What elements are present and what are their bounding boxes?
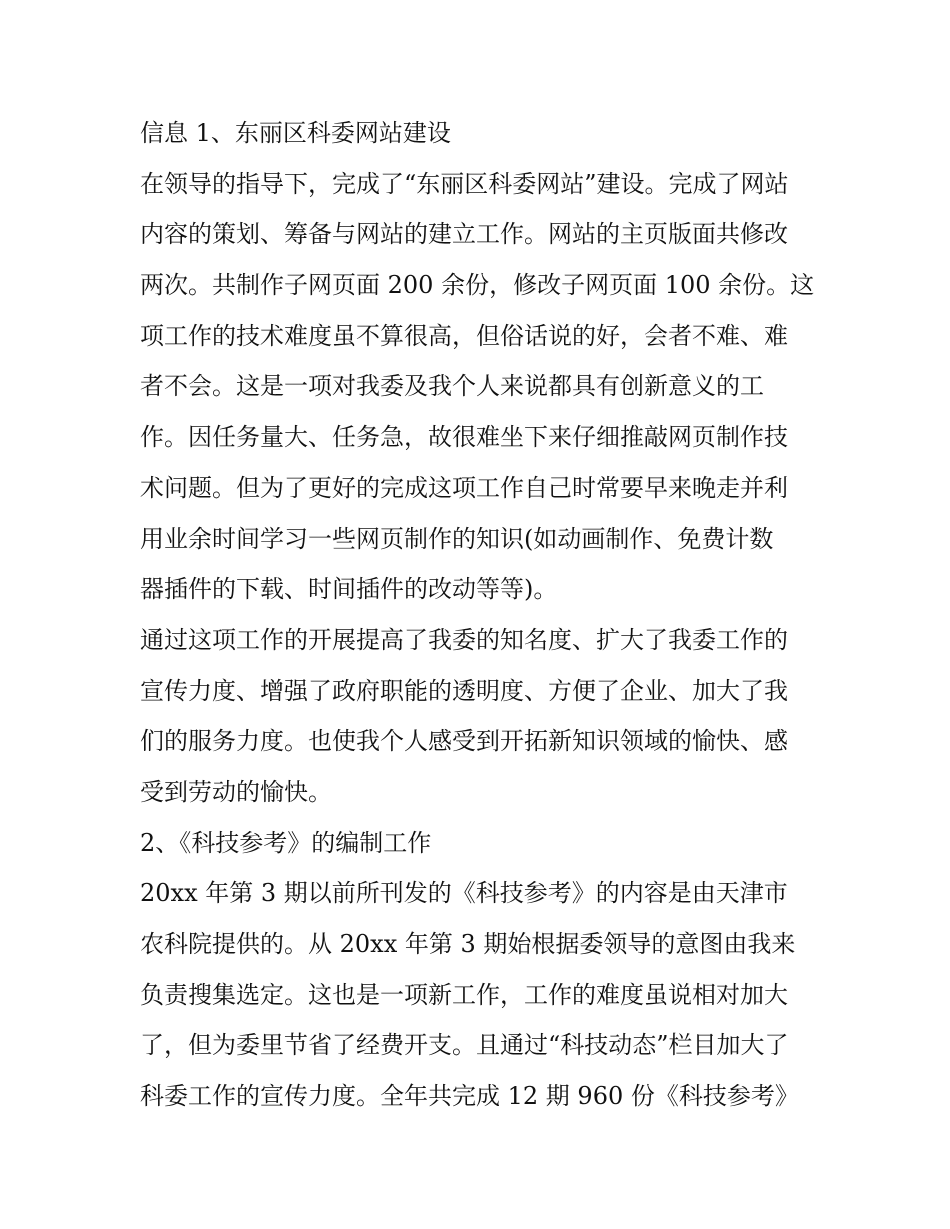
paragraph-line: 科委工作的宣传力度。全年共完成 12 期 960 份《科技参考》 (140, 1082, 799, 1111)
paragraph-line: 通过这项工作的开展提高了我委的知名度、扩大了我委工作的 (140, 625, 788, 654)
paragraph-line: 项工作的技术难度虽不算很高，但俗话说的好，会者不难、难 (140, 321, 788, 350)
paragraph-line: 术问题。但为了更好的完成这项工作自己时常要早来晚走并利 (140, 473, 788, 502)
paragraph-line: 受到劳动的愉快。 (140, 777, 332, 806)
paragraph-line: 器插件的下载、时间插件的改动等等)。 (140, 575, 558, 604)
paragraph-line: 了，但为委里节省了经费开支。且通过“科技动态”栏目加大了 (140, 1031, 789, 1060)
paragraph-line: 负责搜集选定。这也是一项新工作，工作的难度虽说相对加大 (140, 980, 788, 1009)
paragraph-line: 作。因任务量大、任务急，故很难坐下来仔细推敲网页制作技 (140, 423, 788, 452)
paragraph-line: 者不会。这是一项对我委及我个人来说都具有创新意义的工 (140, 372, 764, 401)
paragraph-line: 内容的策划、筹备与网站的建立工作。网站的主页版面共修改 (140, 220, 788, 249)
paragraph-line: 宣传力度、增强了政府职能的透明度、方便了企业、加大了我 (140, 676, 788, 705)
paragraph-line: 用业余时间学习一些网页制作的知识(如动画制作、免费计数 (140, 524, 774, 553)
paragraph-line: 农科院提供的。从 20xx 年第 3 期始根据委领导的意图由我来 (140, 930, 796, 958)
section-heading-1: 信息 1、东丽区科委网站建设 (140, 119, 451, 147)
document-body (140, 108, 816, 1122)
paragraph-line: 两次。共制作子网页面 200 余份，修改子网页面 100 余份。这 (140, 271, 815, 300)
paragraph-line: 在领导的指导下，完成了“东丽区科委网站”建设。完成了网站 (140, 169, 789, 198)
paragraph-line: 们的服务力度。也使我个人感受到开拓新知识领域的愉快、感 (140, 727, 788, 756)
paragraph-line: 20xx 年第 3 期以前所刊发的《科技参考》的内容是由天津市 (140, 879, 788, 908)
section-heading-2: 2、《科技参考》的编制工作 (140, 828, 432, 857)
